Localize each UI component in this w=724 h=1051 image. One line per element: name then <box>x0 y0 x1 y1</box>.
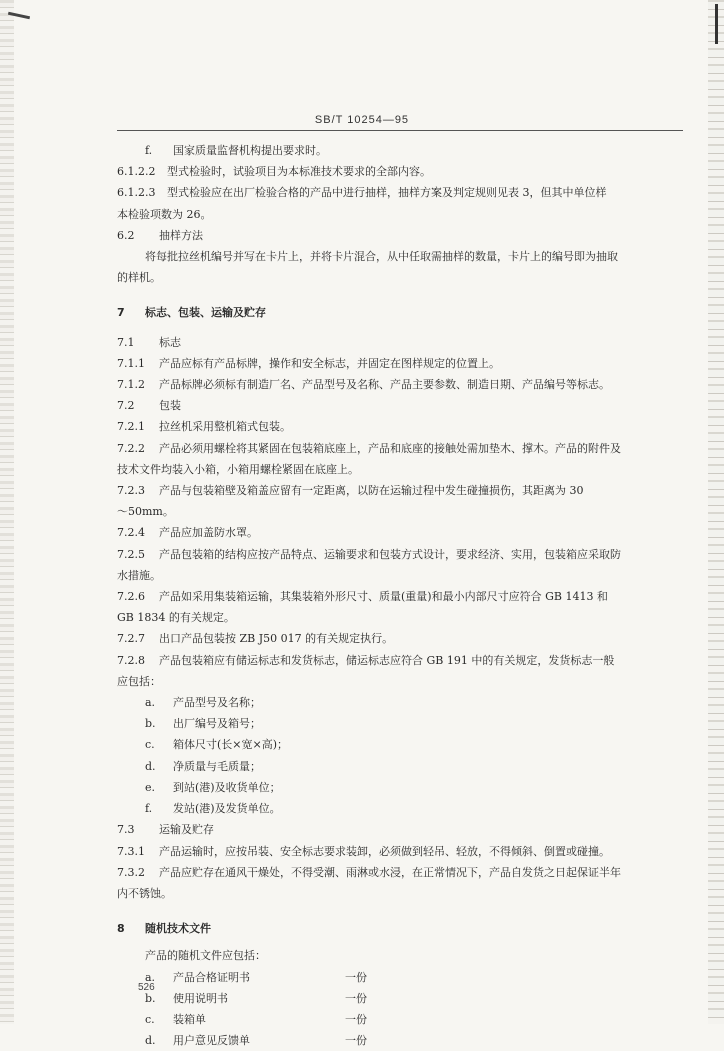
document-body <box>117 140 683 1051</box>
clause-7-2-2-cont: 技术文件均装入小箱，小箱用螺栓紧固在底座上。 <box>117 462 359 476</box>
list-item: a. 产品合格证明书 一份 <box>145 970 367 984</box>
clause-7-2-heading: 7.2 包装 <box>117 399 181 413</box>
list-item: e. 到站(港)及收货单位； <box>145 780 281 794</box>
list-item: c. 箱体尺寸(长×宽×高)； <box>145 738 289 752</box>
clause-7-2-4: 7.2.4 产品应加盖防水罩。 <box>117 526 258 540</box>
list-item: d. 用户意见反馈单 一份 <box>145 1034 367 1048</box>
page-number: 526 <box>138 982 155 993</box>
clause-7-2-1: 7.2.1 拉丝机采用整机箱式包装。 <box>117 420 291 434</box>
list-item: f. 发站(港)及发货单位。 <box>145 802 281 816</box>
clause-6-2-text-cont: 的样机。 <box>117 271 161 285</box>
section-8-intro: 产品的随机文件应包括： <box>145 949 266 963</box>
scan-edge-right <box>708 0 724 1024</box>
clause-6-1-2-3-cont: 本检验项数为 26。 <box>117 207 212 221</box>
list-item: c. 装箱单 一份 <box>145 1012 367 1026</box>
clause-6-2-heading: 6.2 抽样方法 <box>117 228 203 242</box>
clause-7-2-6: 7.2.6 产品如采用集装箱运输，其集装箱外形尺寸、质量(重量)和最小内部尺寸应符合 GB 1413 和 <box>117 590 608 604</box>
clause-6-1-2-3: 6.1.2.3 型式检验应在出厂检验合格的产品中进行抽样，抽样方案及判定规则见表 3，但其中单位样 <box>117 186 607 200</box>
clause-7-2-5-cont: 水措施。 <box>117 568 161 582</box>
clause-7-1-2: 7.1.2 产品标牌必须标有制造厂名、产品型号及名称、产品主要参数、制造日期、产品编号等标志。 <box>117 378 610 392</box>
clause-7-2-5: 7.2.5 产品包装箱的结构应按产品特点、运输要求和包装方式设计，要求经济、实用，包装箱应采取防 <box>117 547 621 561</box>
clause-7-2-3-cont: ～50mm。 <box>117 505 174 519</box>
clause-7-2-3: 7.2.3 产品与包装箱壁及箱盖应留有一定距离，以防在运输过程中发生碰撞损伤，其距离为 30 <box>117 484 584 498</box>
list-item: d. 净质量与毛质量； <box>145 759 261 773</box>
clause-7-3-heading: 7.3 运输及贮存 <box>117 823 214 837</box>
scan-mark-top-right <box>715 4 718 44</box>
clause-7-2-7: 7.2.7 出口产品包装按 ZB J50 017 的有关规定执行。 <box>117 632 394 646</box>
clause-7-3-1: 7.3.1 产品运输时，应按吊装、安全标志要求装卸，必须做到轻吊、轻放，不得倾斜、倒置或碰撞。 <box>117 844 610 858</box>
shipping-marks-list <box>117 692 683 819</box>
clause-7-2-8: 7.2.8 产品包装箱应有储运标志和发货标志，储运标志应符合 GB 191 中的有关规定，发货标志一般 <box>117 653 615 667</box>
clause-7-2-8-cont: 应包括： <box>117 674 161 688</box>
list-item: f. 国家质量监督机构提出要求时。 <box>145 144 327 157</box>
section-8-heading: 8 随机技术文件 <box>117 922 211 936</box>
list-item: b. 使用说明书 一份 <box>145 991 367 1005</box>
clause-7-3-2-cont: 内不锈蚀。 <box>117 886 172 900</box>
clause-7-1-heading: 7.1 标志 <box>117 335 181 349</box>
scan-edge-left <box>0 0 14 1024</box>
documents-list <box>117 967 683 1051</box>
list-item: a. 产品型号及名称； <box>145 696 261 710</box>
header-rule <box>117 130 683 131</box>
clause-6-1-2-2: 6.1.2.2 型式检验时，试验项目为本标准技术要求的全部内容。 <box>117 165 431 179</box>
list-item: b. 出厂编号及箱号； <box>145 717 261 731</box>
clause-7-2-6-cont: GB 1834 的有关规定。 <box>117 611 235 625</box>
clause-7-2-2: 7.2.2 产品必须用螺栓将其紧固在包装箱底座上，产品和底座的接触处需加垫木、撑木。产品的附件及 <box>117 441 621 455</box>
clause-6-2-text: 将每批拉丝机编号并写在卡片上，并将卡片混合，从中任取需抽样的数量，卡片上的编号即为抽取 <box>145 250 618 264</box>
standard-code-header: SB/T 10254—95 <box>314 114 410 126</box>
clause-7-1-1: 7.1.1 产品应标有产品标牌，操作和安全标志，并固定在图样规定的位置上。 <box>117 356 500 370</box>
section-7-heading: 7 标志、包装、运输及贮存 <box>117 306 266 320</box>
clause-7-3-2: 7.3.2 产品应贮存在通风干燥处，不得受潮、雨淋或水浸，在正常情况下，产品自发货之日起保证半年 <box>117 865 621 879</box>
